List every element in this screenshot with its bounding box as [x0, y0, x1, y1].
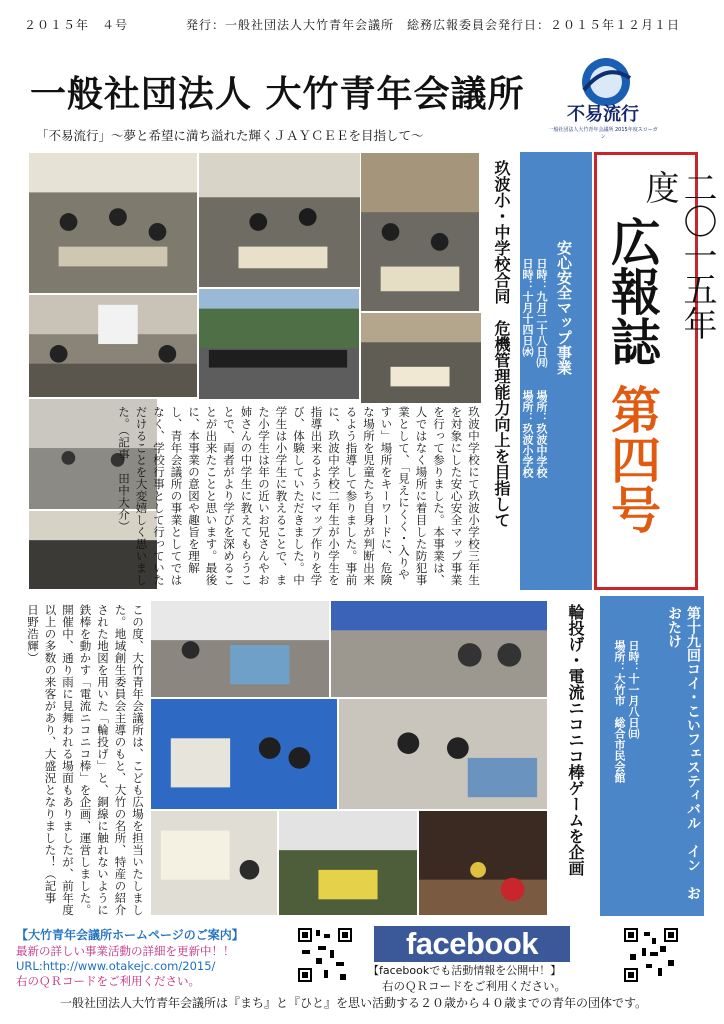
- slogan: 「不易流行」～夢と希望に満ち溢れた輝くＪＡＹＣＥＥを目指して～: [36, 128, 424, 143]
- facebook-note: 【facebookでも活動情報を公開中！】: [368, 964, 562, 977]
- article2-body: この度、大竹青年会議所は、こども広場を担当いたしました。地域創生委員会主導のもと、大竹の名所、特産の紹介された地図を用いた「輪投げ」と、銅線に触れないように鉄棒を動かす「電流ニコニコ棒」を企画、運営しました。開催中、通り雨に見舞われる場面もありましたが、前年度以上の多数の来客があり、大盛況となりました！（記事 日野浩輝）: [26, 604, 145, 916]
- homepage-qr-code[interactable]: [296, 926, 354, 984]
- article1-place2: 場所：玖波小学校: [521, 390, 534, 478]
- photo-festival-ringtoss: [150, 810, 278, 916]
- article2-event: 第十九回コイ・こいフェスティバル イン おおたけ: [666, 606, 701, 900]
- homepage-url[interactable]: URL:http://www.otakejc.com/2015/: [16, 959, 216, 973]
- homepage-update: 最新の詳しい事業活動の詳細を更新中！！: [16, 944, 235, 958]
- article1-body: 玖波中学校にて玖波小学校三年生を対象にした安心安全マップ事業を行って参りました。本事業は、人ではなく場所に着目した防犯事業として、「見えにくく・入りやすい」場所をキーワードに、危険な場所を児童たち自身が判断出来るよう指導して参りました。事前に、玖波中学校二年生が小学生を指導出来るようにマップ作りを学び、体験していただきました。中学生は小学生に教えることで、また小学生は年の近いお兄さんやお姉さんの中学生に教えてもらうことで、両者がより学びを深めることが出来たことと思います。最後に、本事業の意図や趣旨を理解し、青年会議所の事業としてではなく、学校行事として行っていただけることを大変嬉しく思いました。（記事 田中大介）: [117, 406, 481, 586]
- homepage-qr-note: 右のＱＲコードをご利用ください。: [16, 974, 200, 988]
- photo-festival-game: [338, 698, 548, 810]
- photo-classroom-2: [198, 152, 364, 288]
- article1-headline: 玖波小・中学校合同 危機管理能力向上を目指して: [492, 160, 511, 528]
- facebook-qr-code[interactable]: [622, 926, 680, 984]
- logo-subtitle: 一般社団法人大竹青年会議所 2015年度スローガン: [548, 127, 658, 140]
- photo-festival-kids: [150, 698, 338, 810]
- article1-place1: 場所：玖波中学校: [535, 390, 548, 478]
- article2-date: 日時：十一月八日㈰: [627, 640, 640, 739]
- publisher: 発行：一般社団法人大竹青年会議所 総務広報委員会: [186, 18, 499, 32]
- issue-number-large: 第四号: [603, 384, 661, 534]
- photo-library-2: [360, 312, 482, 404]
- issue-number: ２０１５年 ４号: [24, 18, 129, 32]
- photo-festival-stage: [418, 810, 548, 916]
- issue-year: 二〇一五年度: [639, 170, 717, 340]
- publish-date: 発行日：２０１５年１２月１日: [498, 18, 681, 32]
- homepage-info: [16, 926, 286, 988]
- homepage-title: 【大竹青年会議所ホームページのご案内】: [16, 928, 244, 942]
- photo-festival-tent: [330, 600, 548, 698]
- photo-outdoor-group: [198, 288, 360, 400]
- issue-title: 広報誌: [603, 216, 661, 366]
- facebook-qr-note: 右のＱＲコードをご利用ください。: [382, 979, 566, 993]
- org-description: 一般社団法人大竹青年会議所は『まち』と『ひと』を思い活動する２０歳から４０歳までの青年の団体です。: [60, 996, 648, 1010]
- photo-festival-1: [150, 600, 330, 698]
- facebook-logo[interactable]: facebook: [374, 926, 570, 962]
- photo-festival-booth: [278, 810, 418, 916]
- org-title: 一般社団法人 大竹青年会議所: [30, 73, 525, 115]
- photo-library-1: [360, 152, 480, 312]
- article1-date1: 日時：九月二十八日㈪: [535, 258, 548, 368]
- article2-headline: 輪投げ・電流ニコニコ棒ゲームを企画: [566, 604, 585, 876]
- photo-classroom-3: [28, 294, 198, 398]
- logo-text: 不易流行: [567, 104, 639, 125]
- article1-event: 安心安全マップ事業: [555, 240, 573, 375]
- article2-place: 場所：大竹市 総合市民会館: [613, 640, 626, 783]
- issue-info-strip: [18, 16, 708, 40]
- photo-classroom-1: [28, 152, 198, 294]
- article1-date2: 日時：十月十四日㈬: [521, 258, 534, 357]
